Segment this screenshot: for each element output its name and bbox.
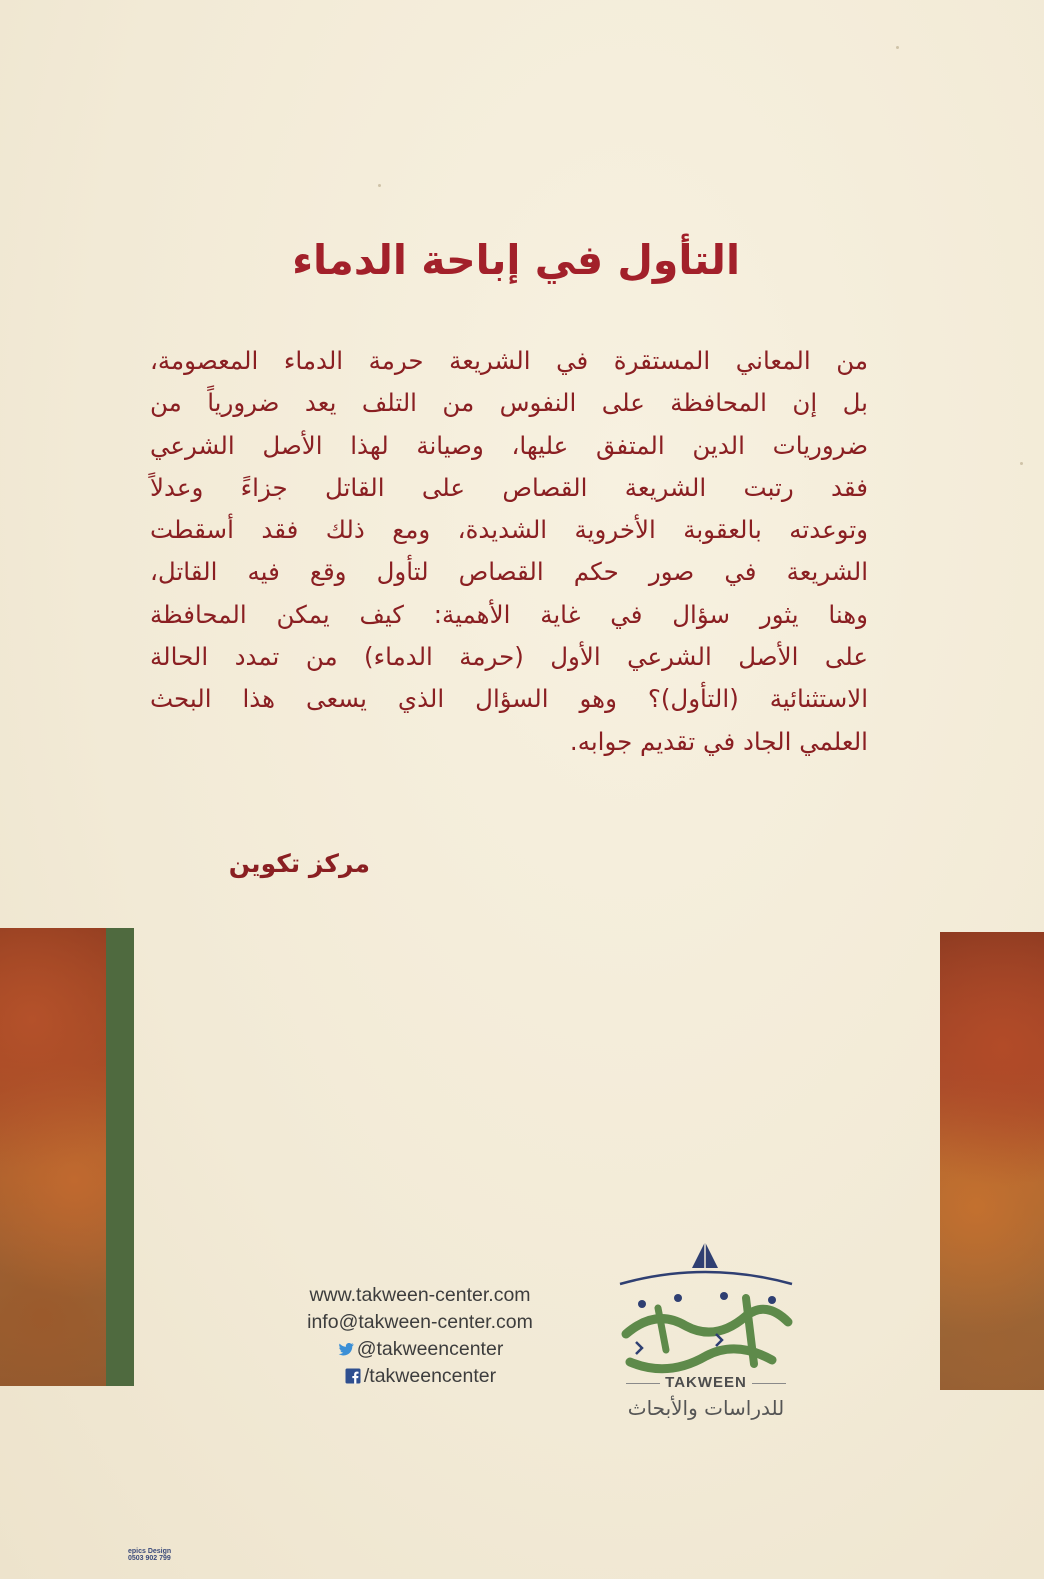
logo-arabic-tagline: للدراسات والأبحاث [627,1396,785,1420]
logo-rule-right [752,1383,786,1384]
blurb-line: الشريعة في صور حكم القصاص لتأول وقع فيه القاتل، [150,557,868,587]
logo-english-text: TAKWEEN [665,1374,747,1391]
rust-texture-right-panel [940,932,1044,1390]
publisher-name: مركز تكوين [228,849,370,878]
twitter-icon [337,1340,355,1358]
paper-speck [378,184,381,187]
paper-speck [1020,462,1023,465]
designer-phone: 0503 902 799 [128,1555,171,1562]
rust-texture-left-panel [0,928,106,1386]
blurb-line: وهنا يثور سؤال في غاية الأهمية: كيف يمكن المحافظة [150,599,868,629]
blurb-line: من المعاني المستقرة في الشريعة حرمة الدماء المعصومة، [150,346,868,375]
paper-speck [896,46,899,49]
twitter-row[interactable] [270,1336,570,1363]
website-link[interactable]: www.takween-center.com [309,1284,531,1306]
facebook-row[interactable] [270,1363,570,1390]
blurb-line: فقد رتبت الشريعة القصاص على القاتل جزاءً وعدلاً [150,472,868,502]
blurb-line: الاستثنائية (التأول)؟ وهو السؤال الذي يسعى هذا البحث [150,684,868,714]
book-title: التأول في إباحة الدماء [292,236,740,284]
email-link[interactable]: info@takween-center.com [307,1311,533,1333]
designer-name: epics Design [128,1548,172,1555]
facebook-handle: /takweencenter [363,1365,497,1387]
blurb-line: وتوعدته بالعقوبة الأخروية الشديدة، ومع ذلك فقد أسقطت [150,515,868,545]
designer-credit [128,1548,198,1564]
green-stripe [106,928,134,1386]
logo-english-name [606,1374,806,1391]
logo-arabic-mark: تكوين [693,1346,717,1357]
blurb-line: العلمي الجاد في تقديم جوابه. [569,726,868,756]
twitter-handle: @takweencenter [356,1338,504,1360]
blurb-line: على الأصل الشرعي الأول (حرمة الدماء) من تمدد الحالة [150,642,868,672]
blurb-line: بل إن المحافظة على النفوس من التلف يعد ضرورياً من [150,388,868,418]
contact-block [270,1282,570,1390]
facebook-icon [344,1367,362,1385]
logo-rule-left [626,1383,660,1384]
book-blurb [150,340,868,763]
blurb-line: ضروريات الدين المتفق عليها، وصيانة لهذا الأصل الشرعي [150,430,868,460]
